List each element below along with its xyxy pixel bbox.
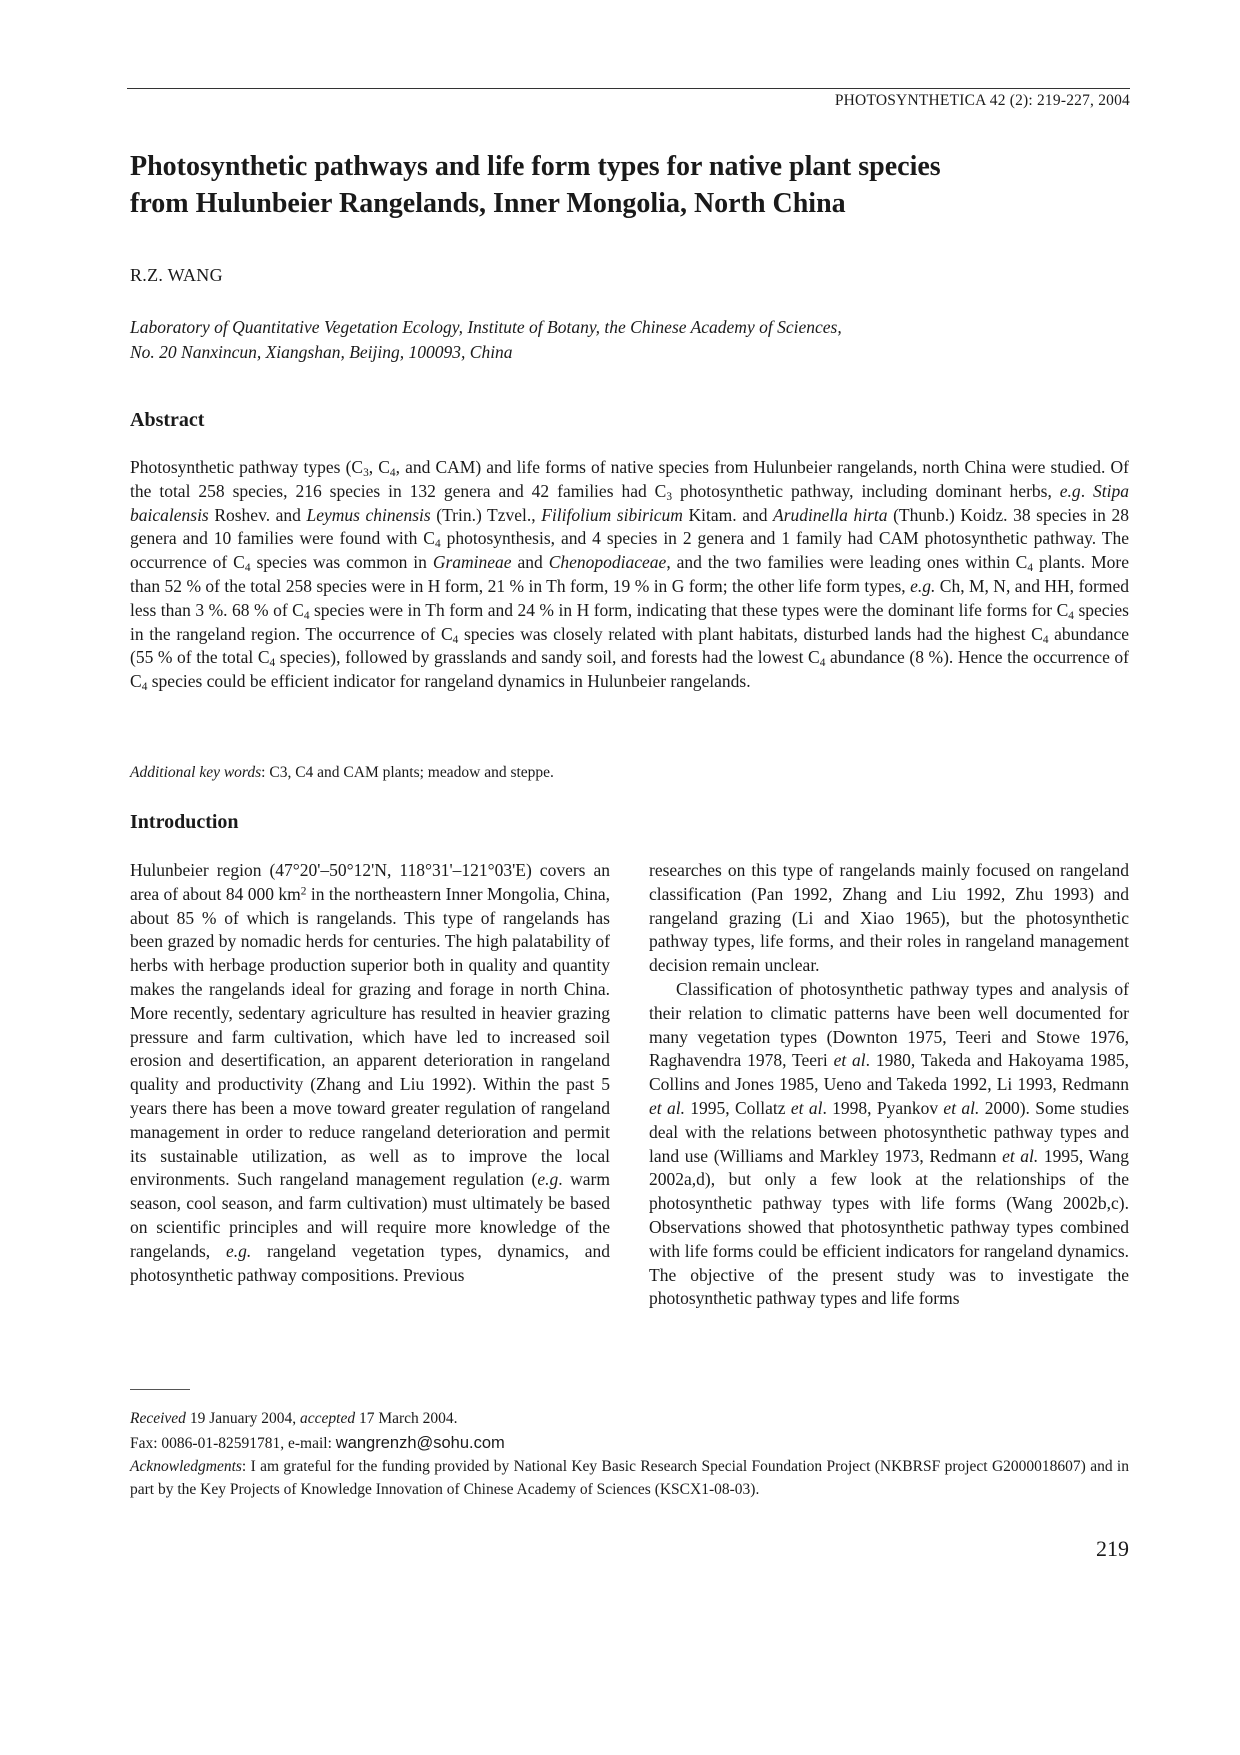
acknowledgments-text: : I am grateful for the funding provided by National Key Basic Research Special Foundation Project (NKBRSF project G2000018607) and in part by the Key Projects of Knowledge Innovation of Chinese Academy of Sciences (KSCX1-08-03). — [130, 1458, 1129, 1498]
affiliation-line-1: Laboratory of Quantitative Vegetation Ecology, Institute of Botany, the Chinese Academy of Sciences, — [130, 317, 842, 337]
title-line-2: from Hulunbeier Rangelands, Inner Mongolia, North China — [130, 188, 846, 219]
journal-reference: PHOTOSYNTHETICA 42 (2): 219-227, 2004 — [834, 92, 1130, 109]
accepted-label: accepted — [300, 1410, 356, 1427]
abstract-body: Photosynthetic pathway types ($C_3$, $C_4$, and CAM) and life forms of native species from Hulunbeier rangelands, north China were studied. Of the total 258 species, 216 species in 132 genera and 42 families had $C_3$ photosynthetic pathway, including dominant herbs, e.g. Stipa baicalensis Roshev. and Leymus chinensis (Trin.) Tzvel., Filifolium sibiricum Kitam. and Arudinella hirta (Thunb.) Koidz. 38 species in 28 genera and 10 families were found with $C_4$ photosynthesis, and 4 species in 2 genera and 1 family had CAM photosynthetic pathway. The occurrence of $C_4$ species was common in Gramineae and Chenopodiaceae, and the two families were leading ones within $C_4$ plants. More than 52 % of the total 258 species were in H form, 21 % in Th form, 19 % in G form; the other life form types, e.g. Ch, M, N, and HH, formed less than 3 %. 68 % of $C_4$ species were in Th form and 24 % in H form, indicating that these types were the dominant life forms for $C_4$ species in the rangeland region. The occurrence of $C_4$ species was closely related with plant habitats, disturbed lands had the highest $C_4$ abundance (55 % of the total $C_4$ species), followed by grasslands and sandy soil, and forests had the lowest $C_4$ abundance (8 %). Hence the occurrence of $C_4$ species could be efficient indicator for rangeland dynamics in Hulunbeier rangelands. — [130, 457, 1129, 694]
introduction-column-right — [649, 859, 1129, 1311]
received-accepted-note — [130, 1408, 1129, 1431]
fax-text: Fax: 0086-01-82591781, e-mail: — [130, 1434, 336, 1452]
intro-paragraph-1: Hulunbeier region (47°20'–50°12'N, 118°31'–121°03'E) covers an area of about 84 000 $km^2$ in the northeastern Inner Mongolia, China, about 85 % of which is rangelands. This type of rangelands has been grazed by nomadic herds for centuries. The high palatability of herbs with herbage production superior both in quality and quantity makes the rangelands ideal for grazing and forage in north China. More recently, sedentary agriculture has resulted in heavier grazing pressure and farm cultivation, which have led to increased soil erosion and desertification, an apparent deterioration in rangeland quality and productivity (Zhang and Liu 1992). Within the past 5 years there has been a move toward greater regulation of rangeland management in order to reduce rangeland deterioration and permit its sustainable utilization, as well as to improve the local environments. Such rangeland management regulation (e.g. warm season, cool season, and farm cultivation) must ultimately be based on scientific principles and will require more knowledge of the rangelands, e.g. rangeland vegetation types, dynamics, and photosynthetic pathway compositions. Previous — [130, 860, 610, 1285]
keywords-text: C3, C4 and CAM plants; meadow and steppe. — [269, 764, 554, 781]
intro-paragraph-1-continued: researches on this type of rangelands mainly focused on rangeland classification (Pan 1992, Zhang and Liu 1992, Zhu 1993) and rangeland grazing (Li and Xiao 1965), but the photosynthetic pathway types, life forms, and their roles in rangeland management decision remain unclear. — [649, 860, 1129, 976]
header-rule — [127, 88, 1130, 89]
title-line-1: Photosynthetic pathways and life form types for native plant species — [130, 151, 941, 182]
abstract-heading: Abstract — [130, 409, 205, 431]
page-number: 219 — [1096, 1536, 1129, 1561]
footnote-rule — [130, 1389, 190, 1390]
additional-keywords: Additional key words: C3, C4 and CAM plants; meadow and steppe. — [130, 764, 554, 781]
author-name: R.Z. WANG — [130, 265, 223, 285]
accepted-date: 17 March 2004. — [358, 1410, 458, 1427]
author-affiliation — [130, 315, 1110, 365]
acknowledgments-note — [130, 1456, 1129, 1501]
email-link[interactable]: wangrenzh@sohu.com — [335, 1433, 505, 1452]
keywords-label: Additional key words — [130, 764, 262, 781]
affiliation-line-2: No. 20 Nanxincun, Xiangshan, Beijing, 100093, China — [130, 342, 513, 362]
contact-note — [130, 1432, 1129, 1456]
intro-paragraph-2: Classification of photosynthetic pathway types and analysis of their relation to climatic patterns have been well documented for many vegetation types (Downton 1975, Teeri and Stowe 1976, Raghavendra 1978, Teeri et al. 1980, Takeda and Hakoyama 1985, Collins and Jones 1985, Ueno and Takeda 1992, Li 1993, Redmann et al. 1995, Collatz et al. 1998, Pyankov et al. 2000). Some studies deal with the relations between photosynthetic pathway types and land use (Williams and Markley 1973, Redmann et al. 1995, Wang 2002a,d), but only a few look at the relationships of the photosynthetic pathway types with life forms (Wang 2002b,c). Observations showed that photosynthetic pathway types combined with life forms could be efficient indicators for rangeland dynamics. The objective of the present study was to investigate the photosynthetic pathway types and life forms — [649, 978, 1130, 1309]
received-date: 19 January 2004, — [189, 1410, 297, 1427]
introduction-column-left — [130, 859, 610, 1287]
article-title — [130, 148, 1110, 222]
received-label: Received — [130, 1410, 186, 1427]
introduction-heading: Introduction — [130, 811, 239, 833]
acknowledgments-label: Acknowledgments — [130, 1458, 242, 1475]
footnotes — [130, 1408, 1129, 1502]
